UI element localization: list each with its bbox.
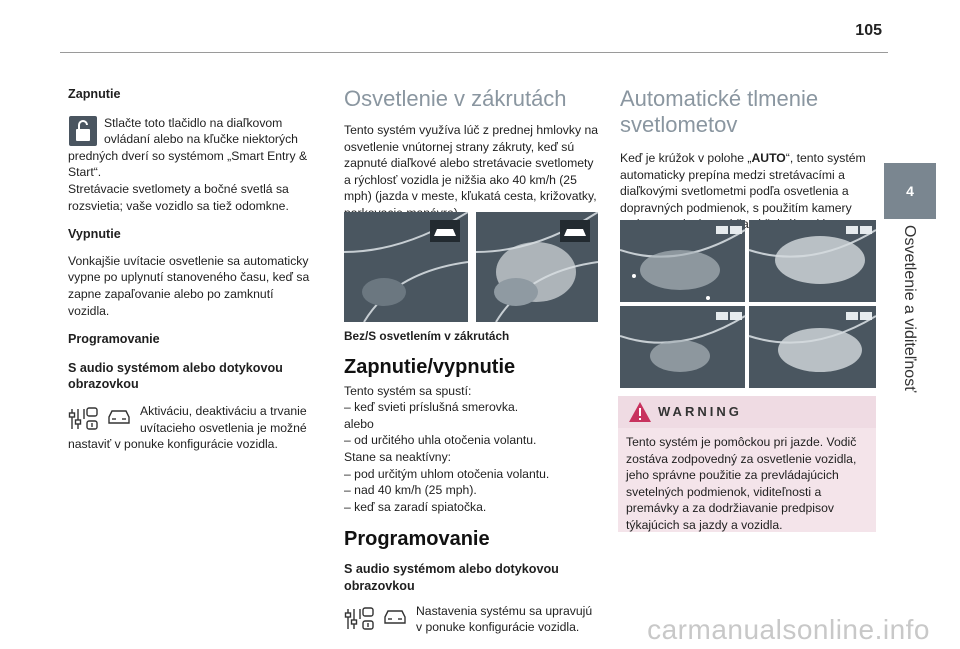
heading-audio: S audio systémom alebo dotykovou obrazovkou <box>68 360 283 392</box>
unlock-key-icon <box>68 115 98 147</box>
auto-intro-pre: Keď je krúžok v polohe „ <box>620 151 752 165</box>
aktivaciu-text: Aktiváciu, deaktiváciu a trvanie uvítacieho osvetlenia je možné nastaviť v ponuke konfigurácie vozidla. <box>68 403 307 452</box>
nastavenia-text: Nastavenia systému sa upravujú v ponuke konfigurácie vozidla. <box>416 603 593 635</box>
list-line: Stane sa neaktívny: <box>344 449 452 464</box>
auto-high-beam-images <box>620 220 876 388</box>
vypnutie-text: Vonkajšie uvítacie osvetlenie sa automaticky vypne po uplynutí stanoveného času, keď sa zapne zapaľovanie alebo po zamknutí vozidla. <box>68 253 310 318</box>
zakrutach-intro: Tento systém využíva lúč z prednej hmlovky na osvetlenie vnútornej strany zákruty, keď sú zapnuté diaľkové alebo stretávacie svetlomety a rýchlosť vozidla je nižšia ako 40 km/h (25 mph) (jazda v meste, kľukatá cesta, križovatky, <box>344 123 599 204</box>
list-line: – keď svieti príslušná smerovka. <box>344 400 519 415</box>
column-right <box>620 86 876 233</box>
chapter-title-vertical <box>888 225 932 393</box>
heading-zapnutie-vypnutie: Zapnutie/vypnutie <box>344 355 516 378</box>
unlock-text: Stlačte toto tlačidlo na diaľkovom ovládaní alebo na kľučke niektorých predných dverí so systémom „Smart Entry & Start“. <box>68 115 308 180</box>
list-line: Tento systém sa spustí: <box>344 383 472 398</box>
high-beam-illustration <box>620 220 876 388</box>
cornering-off-image <box>344 212 468 322</box>
section-title-line1: Automatické tlmenie <box>620 86 819 111</box>
page-number: 105 <box>855 22 882 39</box>
section-title-line2: svetlometov <box>620 112 738 137</box>
warning-triangle-icon <box>628 401 652 423</box>
warning-header <box>618 396 876 428</box>
watermark-strip <box>0 610 960 649</box>
programovanie-paragraph <box>68 403 318 453</box>
list-line: – pod určitým uhlom otočenia volantu. <box>344 466 550 481</box>
section-title-zakrutach: Osvetlenie v zákrutách <box>344 86 567 111</box>
header-rule <box>60 52 888 53</box>
column-left <box>68 86 318 453</box>
watermark-text: carmanualsonline.info <box>647 614 930 645</box>
heading-vypnutie: Vypnutie <box>68 227 121 242</box>
list-line: – keď sa zaradí spiatočka. <box>344 499 487 514</box>
list-line: alebo <box>344 416 374 431</box>
chapter-title-text: Osvetlenie a viditeľnosť <box>901 225 918 393</box>
list-line: – nad 40 km/h (25 mph). <box>344 483 477 498</box>
auto-intro-post: “, tento systém automaticky prepína medzi stretávacími a diaľkovými svetlometmi podľa osvetlenia a dopravných podmienok, s použitím kamery časti <box>620 151 866 232</box>
settings-sliders-icon <box>68 407 98 431</box>
unlock-result-text: Stretávacie svetlomety a bočné svetlá sa rozsvietia; vaše vozidlo sa tiež odomkne. <box>68 181 289 213</box>
heading-programovanie-2: Programovanie <box>344 528 490 551</box>
column-middle <box>344 86 598 222</box>
column-middle-lower <box>344 328 598 636</box>
chapter-tab[interactable]: 4 <box>884 163 936 219</box>
car-icon <box>106 407 132 427</box>
unlock-paragraph <box>68 115 318 181</box>
heading-zapnutie: Zapnutie <box>68 87 121 101</box>
warning-text: Tento systém je pomôckou pri jazde. Vodič zostáva zodpovedný za osvetlenie vozidla, jeho správne použitie za prevládajúcich svetelných podmienok, viditeľnosti a premávky a za dodržiavanie predpisov týkajúcich sa jazdy a vozidla. <box>626 435 857 532</box>
auto-intro-bold: AUTO <box>751 151 786 165</box>
heading-programovanie: Programovanie <box>68 332 160 347</box>
cornering-on-image <box>476 212 598 322</box>
road-illustration-on <box>476 212 598 322</box>
warning-label: WARNING <box>658 404 742 419</box>
list-line: – od určitého uhla otočenia volantu. <box>344 433 537 448</box>
road-illustration-off <box>344 212 468 322</box>
activation-list <box>344 383 598 516</box>
heading-audio-2: S audio systémom alebo dotykovou obrazovkou <box>344 562 559 593</box>
image-caption: Bez/S osvetlením v zákrutách <box>344 329 510 343</box>
